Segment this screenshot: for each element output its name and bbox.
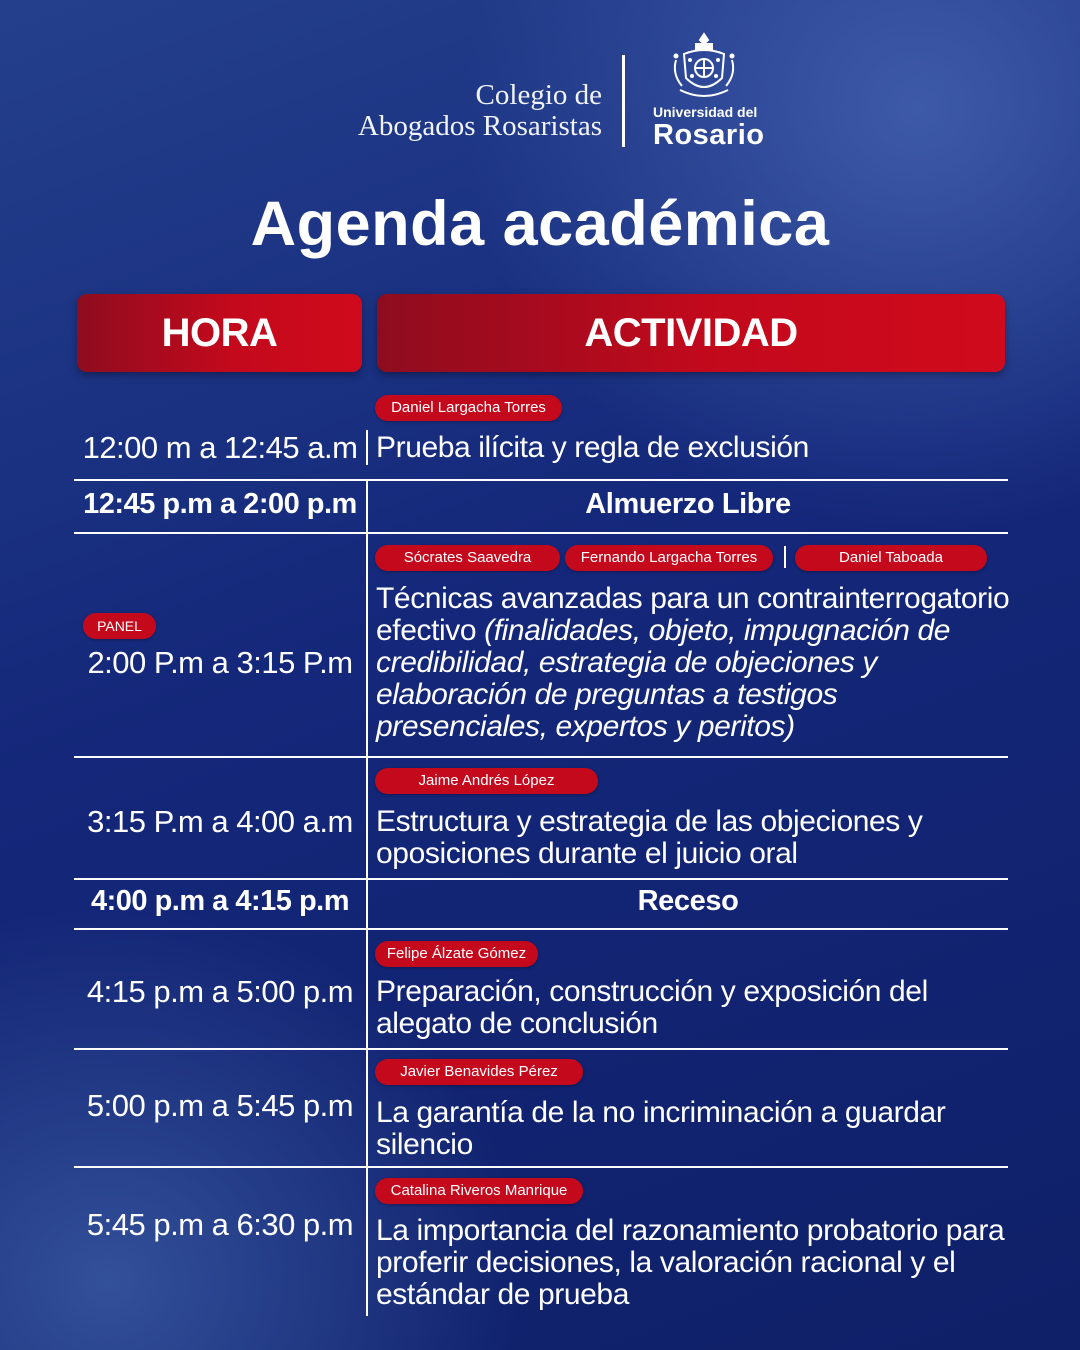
row-divider — [74, 479, 1008, 481]
speaker-badge: Felipe Álzate Gómez — [375, 941, 538, 967]
column-divider — [366, 534, 368, 756]
brand-divider — [622, 55, 625, 147]
row-divider — [74, 928, 1008, 930]
column-divider — [366, 930, 368, 1048]
speaker-badge: Daniel Taboada — [795, 545, 987, 571]
row-activity: Estructura y estrategia de las objeciones y oposiciones durante el juicio oral — [376, 805, 923, 870]
panel-tag: PANEL — [83, 613, 156, 639]
speaker-badge: Daniel Largacha Torres — [375, 395, 562, 421]
row-time: 4:15 p.m a 5:00 p.m — [86, 974, 354, 1009]
row-time: 3:15 P.m a 4:00 a.m — [87, 804, 353, 839]
page-title: Agenda académica — [250, 189, 830, 259]
column-divider — [366, 430, 368, 465]
speaker-badge: Catalina Riveros Manrique — [375, 1178, 583, 1204]
row-activity: Receso — [637, 885, 739, 917]
brand-right-line1: Universidad del — [653, 104, 758, 120]
activity-main-text: Técnicas avanzadas para un contrainterrogatorio efectivo — [376, 582, 1010, 647]
row-activity: La importancia del razonamiento probatorio para proferir decisiones, la valoración racional y el estándar de prueba — [376, 1214, 1005, 1311]
brand-right-line2: Rosario — [653, 119, 765, 151]
row-activity: La garantía de la no incriminación a guardar silencio — [376, 1096, 946, 1161]
speaker-separator — [784, 546, 786, 568]
activity-detail-text: (finalidades, objeto, impugnación de credibilidad, estrategia de objeciones y elaboración de preguntas a testigos presenciales, expertos y peritos) — [376, 614, 951, 743]
row-time: 2:00 P.m a 3:15 P.m — [87, 645, 353, 680]
row-activity: Almuerzo Libre — [585, 488, 791, 520]
row-divider — [74, 1166, 1008, 1168]
brand-left-line2: Abogados Rosaristas — [357, 110, 602, 142]
header-hora: HORA — [77, 294, 362, 372]
speaker-badge: Fernando Largacha Torres — [565, 545, 773, 571]
colegio-abogados-logo-text — [242, 80, 602, 142]
row-activity: Prueba ilícita y regla de exclusión — [376, 431, 809, 464]
universidad-rosario-logo-text — [653, 104, 793, 150]
speaker-badge: Sócrates Saavedra — [375, 545, 560, 571]
speaker-badge: Jaime Andrés López — [375, 768, 598, 794]
row-activity: Preparación, construcción y exposición del alegato de conclusión — [376, 975, 928, 1040]
row-divider — [74, 756, 1008, 758]
speaker-badge: Javier Benavides Pérez — [375, 1059, 583, 1085]
column-divider — [366, 1050, 368, 1166]
column-divider — [366, 758, 368, 878]
row-time: 4:00 p.m a 4:15 p.m — [90, 885, 350, 917]
row-activity — [376, 583, 1016, 743]
row-divider — [74, 1048, 1008, 1050]
header-actividad: ACTIVIDAD — [377, 294, 1005, 372]
row-time: 12:00 m a 12:45 a.m — [82, 430, 358, 465]
brand-left-line1: Colegio de — [475, 79, 602, 111]
column-divider — [366, 1168, 368, 1316]
row-time: 5:45 p.m a 6:30 p.m — [86, 1207, 354, 1242]
row-time: 5:00 p.m a 5:45 p.m — [86, 1088, 354, 1123]
row-divider — [74, 878, 1008, 880]
university-crest-icon — [670, 30, 738, 102]
row-divider — [74, 532, 1008, 534]
row-time: 12:45 p.m a 2:00 p.m — [83, 488, 357, 520]
